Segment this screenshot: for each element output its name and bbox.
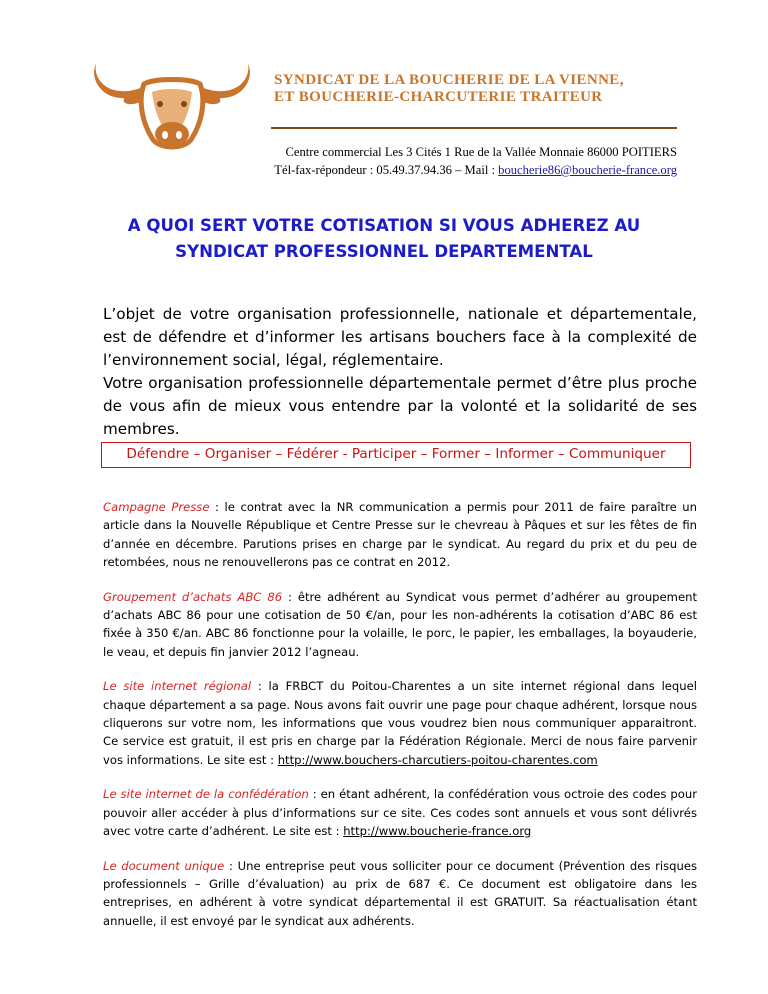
section-purchasing-group	[103, 588, 697, 661]
header-divider	[271, 127, 677, 129]
section-heading: Le document unique	[103, 858, 225, 873]
phone-and-mail	[274, 161, 677, 179]
intro-text	[103, 303, 697, 441]
section-press-campaign	[103, 498, 697, 571]
section-body: : en étant adhérent, la confédération vous octroie des codes pour pouvoir aller accéder à plus d’informations sur ce site. Ces codes sont annuels et vous sont délivrés avec votre carte d’adhérent. Le site est :	[103, 787, 697, 838]
intro-paragraph-1: L’objet de votre organisation professionnelle, nationale et départementale, est de défendre et d’informer les artisans bouchers face à la complexité de l’environnement social, légal, réglementaire.	[103, 305, 697, 369]
intro-paragraph-2: Votre organisation professionnelle départementale permet d’être plus proche de vous afin de mieux vous entendre par la volonté et la solidarité de ses membres.	[103, 374, 697, 438]
document-title-line-1: A QUOI SERT VOTRE COTISATION SI VOUS ADHEREZ AU	[127, 216, 641, 235]
confederation-website-link[interactable]: http://www.boucherie-france.org	[343, 823, 532, 838]
section-body: : le contrat avec la NR communication a permis pour 2011 de faire paraître un article dans la Nouvelle République et Centre Presse sur le chevreau à Pâques et sur les fêtes de fin d’année en décembre. Parutions prises en charge par le syndicat. Au regard du prix et du peu de retombées, nous ne renouvellerons pas ce contrat en 2012.	[103, 500, 698, 569]
section-heading: Le site internet régional	[103, 679, 252, 694]
bull-head-logo	[92, 60, 252, 160]
section-heading: Groupement d’achats ABC 86	[103, 589, 283, 604]
organization-name	[274, 72, 694, 106]
section-confederation-website	[103, 785, 697, 840]
section-single-document	[103, 857, 697, 930]
regional-website-link[interactable]: http://www.bouchers-charcutiers-poitou-charentes.com	[277, 752, 598, 767]
organization-name-line-1: SYNDICAT DE LA BOUCHERIE DE LA VIENNE,	[274, 72, 624, 88]
contact-block	[274, 143, 677, 179]
section-heading: Le site internet de la confédération	[103, 787, 309, 802]
section-regional-website	[103, 677, 697, 768]
postal-address: Centre commercial Les 3 Cités 1 Rue de la Vallée Monnaie 86000 POITIERS	[285, 145, 677, 159]
organization-name-line-2: ET BOUCHERIE-CHARCUTERIE TRAITEUR	[274, 89, 603, 105]
motto-box: Défendre – Organiser – Fédérer - Participer – Former – Informer – Communiquer	[101, 442, 691, 468]
email-link[interactable]: boucherie86@boucherie-france.org	[498, 163, 677, 177]
document-title	[80, 213, 688, 265]
document-title-line-2: SYNDICAT PROFESSIONNEL DEPARTEMENTAL	[175, 242, 593, 261]
section-heading: Campagne Presse	[103, 500, 210, 514]
section-body: : Une entreprise peut vous solliciter pour ce document (Prévention des risques professionnels – Grille d’évaluation) au prix de 687 €. Ce document est obligatoire dans les entreprises, en adhérent à votre syndicat départemental il est GRATUIT. Sa réactualisation étant annuelle, il est envoyé par le syndicat aux adhérents.	[103, 858, 697, 928]
benefits-list	[103, 498, 697, 946]
section-body: : être adhérent au Syndicat vous permet d’adhérer au groupement d’achats ABC 86 pour une cotisation de 50 €/an, pour les non-adhérents la cotisation d’ABC 86 est fixée à 350 €/an. ABC 86 fonctionne pour la volaille, le porc, le papier, les emballages, la boyauderie, le veau, et depuis fin janvier 2012 l’agneau.	[103, 589, 697, 659]
phone-text: Tél-fax-répondeur : 05.49.37.94.36 – Mail :	[274, 163, 499, 177]
section-body: : la FRBCT du Poitou-Charentes a un site internet régional dans lequel chaque département a sa page. Nous avons fait ouvrir une page pour chaque adhérent, lorsque nous cliquerons sur votre nom, les informations que vous voudrez bien nous communiquer apparaitront. Ce service est gratuit, il est pris en charge par la Fédération Régionale. Merci de nous faire parvenir vos informations. Le site est :	[103, 679, 697, 767]
